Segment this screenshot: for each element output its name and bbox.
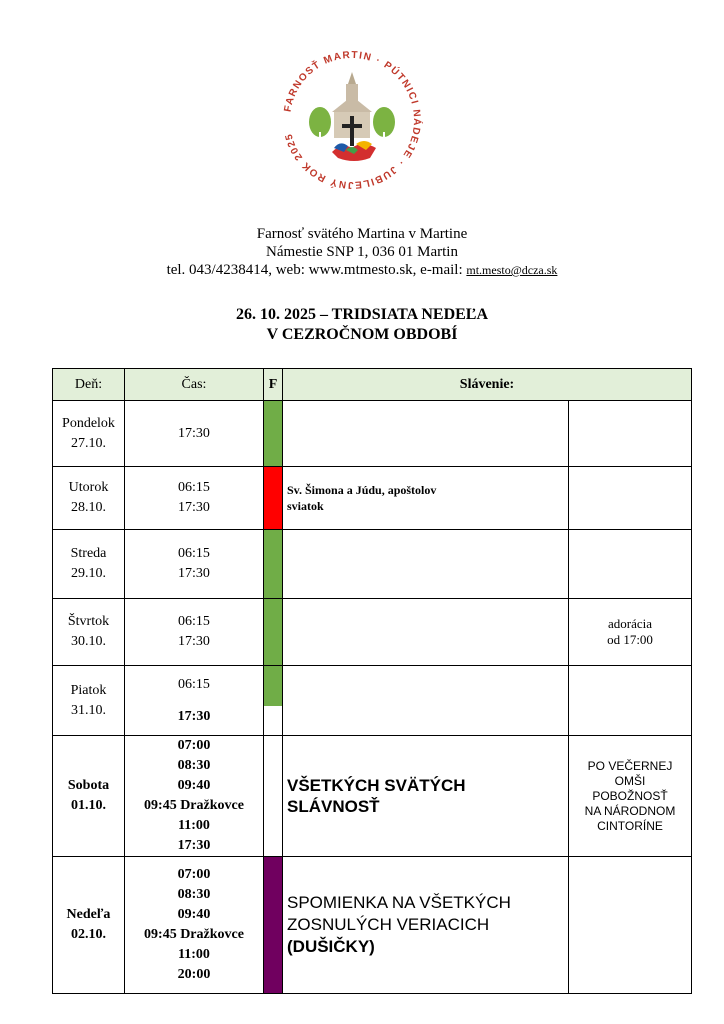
note-line: adorácia [607,616,653,631]
table-row [53,666,692,736]
liturgical-color-cell [264,857,283,994]
day-cell [53,530,125,599]
page-title: 26. 10. 2025 – TRIDSIATA NEDEĽA [235,306,489,323]
table-row [53,857,692,994]
time-cell [125,401,264,467]
celebration-rank: sviatok [287,499,324,513]
liturgical-color-bar [264,666,282,706]
day-cell [53,666,125,736]
time: 06:15 [178,676,210,692]
day-date: 31.10. [71,702,106,718]
header-f: F [264,369,283,401]
time: 06:15 [178,614,210,629]
contact-text: tel. 043/4238414, web: www.mtmesto.sk, e-mail: [166,262,467,278]
liturgical-color-cell [264,530,283,599]
time-cell [125,857,264,994]
day-name: Streda [70,546,107,561]
time: 07:00 [177,867,211,882]
page-subtitle: V CEZROČNOM OBDOBÍ [266,326,458,343]
logo-ring-text: FARNOSŤ MARTIN · PÚTNICI NÁDEJE · JUBILEJNÝ ROK 2025 [282,49,423,191]
note-line: NA NÁRODNOM [584,803,676,818]
day-date: 01.10. [71,798,106,813]
day-date: 27.10. [71,435,106,451]
day-name: Pondelok [62,415,115,431]
note-cell [569,857,692,994]
day-date: 02.10. [71,927,106,942]
day-name: Utorok [68,480,109,495]
day-cell [53,599,125,666]
note-line: POBOŽNOSŤ [592,788,668,803]
liturgical-color-cell [264,736,283,857]
schedule-table [52,368,692,994]
time: 17:30 [178,500,210,515]
note-cell [569,736,692,857]
liturgical-color-cell [264,599,283,666]
email-link[interactable]: mt.mesto@dcza.sk [466,263,558,277]
day-date: 28.10. [71,500,106,515]
parish-logo [272,40,432,200]
time: 11:00 [178,818,210,833]
time: 06:15 [178,546,210,561]
day-name: Štvrtok [67,614,110,629]
table-row [53,467,692,530]
note-line: PO VEČERNEJ [587,758,673,773]
day-cell [53,857,125,994]
liturgical-color-cell [264,467,283,530]
header-time: Čas: [125,369,264,401]
time-cell [125,530,264,599]
celebration-rank: (DUŠIČKY) [287,937,375,956]
time: 17:30 [178,425,210,441]
header-celebration: Slávenie: [283,369,692,401]
time: 09:40 [177,778,211,793]
liturgical-color-cell [264,666,283,736]
time: 17:30 [177,708,211,724]
time: 20:00 [177,967,211,982]
day-name: Nedeľa [66,907,111,922]
note-line: CINTORÍNE [597,818,663,833]
table-row [53,401,692,467]
day-date: 30.10. [71,634,106,649]
note-cell [569,401,692,467]
time: 06:15 [178,480,210,495]
day-name: Piatok [70,682,107,698]
header-day: Deň: [53,369,125,401]
time-cell [125,666,264,736]
time-cell [125,599,264,666]
day-date: 29.10. [71,566,106,581]
time: 17:30 [178,566,210,581]
liturgical-color-cell [264,401,283,467]
celebration-cell [283,530,569,599]
celebration-cell [283,666,569,736]
time: 11:00 [178,947,210,962]
note-line: OMŠI [614,773,646,788]
day-cell [53,467,125,530]
time: 08:30 [177,887,211,902]
time: 17:30 [177,838,211,853]
table-row [53,736,692,857]
time-cell [125,736,264,857]
celebration-cell [283,467,569,530]
day-cell [53,401,125,467]
celebration-cell [283,599,569,666]
celebration-title: VŠETKÝCH SVÄTÝCH [287,776,466,795]
celebration-title: SPOMIENKA NA VŠETKÝCH [287,893,511,912]
note-cell [569,599,692,666]
parish-address: Námestie SNP 1, 036 01 Martin [266,244,458,260]
table-row [53,599,692,666]
time: 09:45 Dražkovce [144,927,244,942]
note-cell [569,467,692,530]
celebration-title-2: ZOSNULÝCH VERIACICH [287,915,490,934]
time: 09:40 [177,907,211,922]
time-cell [125,467,264,530]
time: 17:30 [178,634,210,649]
time: 09:45 Dražkovce [144,798,244,813]
note-cell [569,530,692,599]
note-line: od 17:00 [607,632,653,647]
day-cell [53,736,125,857]
day-name: Sobota [67,778,110,793]
parish-name: Farnosť svätého Martina v Martine [256,226,468,242]
table-row [53,530,692,599]
note-cell [569,666,692,736]
celebration-cell [283,401,569,467]
time: 07:00 [177,738,211,753]
celebration-cell [283,857,569,994]
celebration-title: Sv. Šimona a Júdu, apoštolov [287,483,437,497]
time: 08:30 [177,758,211,773]
parish-contact [0,262,724,279]
celebration-cell [283,736,569,857]
header-row [53,369,692,401]
celebration-rank: SLÁVNOSŤ [287,797,380,816]
